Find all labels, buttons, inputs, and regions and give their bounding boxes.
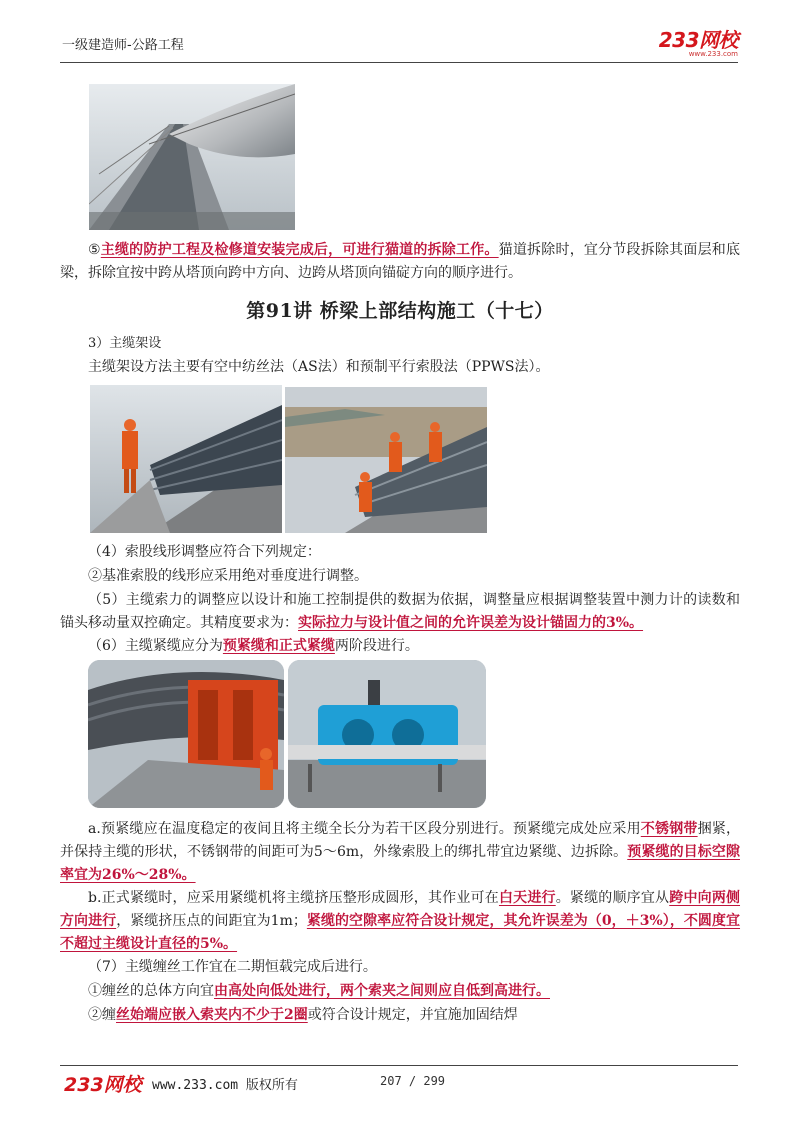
highlight-text: 预紧缆和正式紧缆 xyxy=(222,638,335,654)
paragraph-compaction-stages xyxy=(88,635,740,658)
circle-number: ⑤ xyxy=(88,242,101,258)
paragraph-catwalk-removal xyxy=(60,239,740,285)
photo-catwalk-cable xyxy=(89,84,295,230)
photo-compaction-machine-right xyxy=(288,660,486,808)
page-header xyxy=(60,22,738,63)
highlight-text: 紧缆的空隙率应符合设计规定，其允许误差为（0，＋3%），不圆度宜不超过主缆设计直径的5%。 xyxy=(60,913,741,952)
paragraph-strand-adjust: （4）索股线形调整应符合下列规定： xyxy=(88,544,321,560)
photo-strand-laying-right xyxy=(285,387,487,533)
header-title: 一级建造师-公路工程 xyxy=(62,38,184,53)
footer-copyright: www.233.com 版权所有 xyxy=(152,1078,298,1093)
highlight-text: 主缆的防护工程及检修道安装完成后，可进行猫道的拆除工作。 xyxy=(100,242,499,258)
footer-logo: 233网校 xyxy=(64,1074,142,1096)
highlight-text: 丝始端应嵌入索夹内不少于2圈 xyxy=(116,1007,308,1023)
lecture-heading: 第91讲 桥梁上部结构施工（十七） xyxy=(246,300,554,322)
body-text: 捆紧，并保持主缆的形状，不锈钢带的间距可为5～6m，外缘索股上的绑扎带宜边紧缆、边拆除。 xyxy=(60,821,741,860)
paragraph-pre-compaction xyxy=(60,818,740,887)
paragraph-cable-force xyxy=(60,589,740,635)
logo-text: 233网校 xyxy=(658,28,738,52)
body-text: ①缠丝的总体方向宜 xyxy=(88,983,214,999)
highlight-text: 不锈钢带 xyxy=(640,821,698,837)
subsection-title: 3）主缆架设 xyxy=(88,336,162,351)
body-text: a.预紧缆应在温度稳定的夜间且将主缆全长分为若干区段分别进行。预紧缆完成处应采用 xyxy=(88,821,641,837)
photo-compaction-machine-left xyxy=(88,660,284,808)
page-footer xyxy=(60,1065,738,1096)
paragraph-methods: 主缆架设方法主要有空中纺丝法（AS法）和预制平行索股法（PPWS法）。 xyxy=(88,359,550,375)
paragraph-formal-compaction xyxy=(60,887,740,956)
highlight-text: 白天进行 xyxy=(498,890,556,906)
brand-logo xyxy=(659,24,738,58)
highlight-text: 跨中向两侧方向进行 xyxy=(60,890,741,929)
body-text: （5）主缆索力的调整应以设计和施工控制提供的数据为依据，调整量应根据调整装置中测力计的读数和锚头移动量双控确定。其精度要求为： xyxy=(60,592,740,631)
body-text: 或符合设计规定，并宜施加固结焊 xyxy=(307,1007,518,1023)
paragraph-wrapping: （7）主缆缠丝工作宜在二期恒载完成后进行。 xyxy=(88,959,377,975)
photo-strand-laying-left xyxy=(90,385,282,533)
paragraph-wrap-start xyxy=(88,1004,740,1027)
highlight-text: 实际拉力与设计值之间的允许误差为设计锚固力的3%。 xyxy=(298,615,644,631)
body-text: （6）主缆紧缆应分为 xyxy=(88,638,223,654)
highlight-text: 预紧缆的目标空隙率宜为26%～28%。 xyxy=(60,844,740,883)
paragraph-wrap-direction xyxy=(88,980,740,1003)
body-text: ，紧缆挤压点的间距宜为1m； xyxy=(116,913,307,929)
body-text: b.正式紧缆时，应采用紧缆机将主缆挤压整形成圆形，其作业可在 xyxy=(88,890,499,906)
logo-url: www.233.com xyxy=(688,50,738,58)
highlight-text: 由高处向低处进行，两个索夹之间则应自低到高进行。 xyxy=(214,983,550,999)
paragraph-reference-strand: ②基准索股的线形应采用绝对垂度进行调整。 xyxy=(88,568,368,584)
body-text: 两阶段进行。 xyxy=(334,638,419,654)
body-text: 。紧缆的顺序宜从 xyxy=(555,890,670,906)
body-text: 猫道拆除时，宜分节段拆除其面层和底梁，拆除宜按中跨从塔顶向跨中方向、边跨从塔顶向锚碇方向的顺序进行。 xyxy=(60,242,740,281)
body-text: ②缠 xyxy=(88,1007,116,1023)
page-number: 207 / 299 xyxy=(380,1074,446,1088)
